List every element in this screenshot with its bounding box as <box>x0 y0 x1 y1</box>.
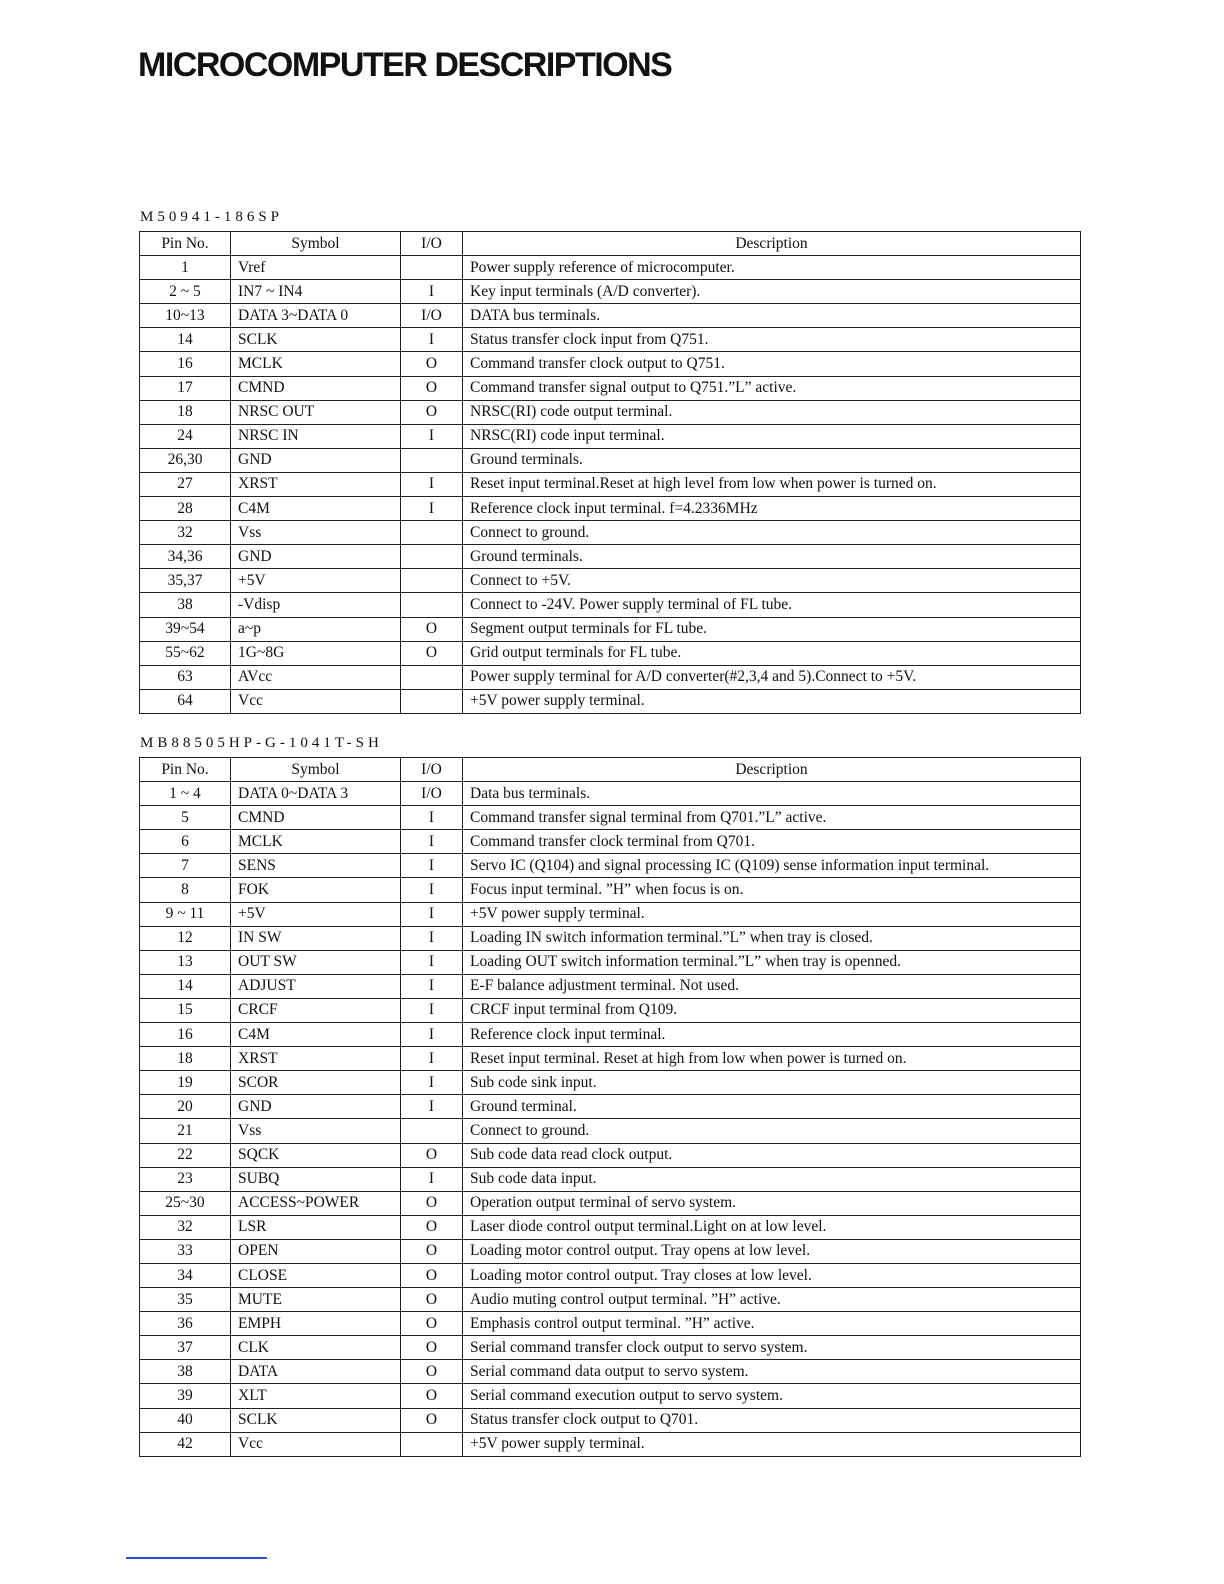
pin-symbol: SCLK <box>231 1408 401 1432</box>
pin-number: 36 <box>140 1312 231 1336</box>
pin-number: 12 <box>140 926 231 950</box>
pin-io: I/O <box>401 304 463 328</box>
pin-symbol: ADJUST <box>231 974 401 998</box>
pin-io <box>401 1119 463 1143</box>
pin-header: Pin No. <box>140 232 231 256</box>
pin-io: I <box>401 854 463 878</box>
pin-description: Sub code data input. <box>463 1167 1081 1191</box>
pin-description: Ground terminal. <box>463 1095 1081 1119</box>
table-row <box>140 400 1081 424</box>
table-row <box>140 1432 1081 1456</box>
table-row <box>140 1047 1081 1071</box>
pin-number: 28 <box>140 497 231 521</box>
pin-number: 55~62 <box>140 641 231 665</box>
pin-description: Laser diode control output terminal.Light on at low level. <box>463 1215 1081 1239</box>
table-row <box>140 689 1081 713</box>
pin-description: Command transfer clock output to Q751. <box>463 352 1081 376</box>
pin-io: I <box>401 878 463 902</box>
pin-description: Emphasis control output terminal. ”H” active. <box>463 1312 1081 1336</box>
pin-number: 20 <box>140 1095 231 1119</box>
pin-symbol: Vcc <box>231 1432 401 1456</box>
io-header: I/O <box>401 232 463 256</box>
pin-io: O <box>401 1288 463 1312</box>
table-row <box>140 617 1081 641</box>
pin-description: +5V power supply terminal. <box>463 689 1081 713</box>
pin-number: 10~13 <box>140 304 231 328</box>
table-row <box>140 1239 1081 1263</box>
io-header: I/O <box>401 758 463 782</box>
pin-number: 2 ~ 5 <box>140 280 231 304</box>
pin-symbol: AVcc <box>231 665 401 689</box>
pin-symbol: 1G~8G <box>231 641 401 665</box>
pin-number: 18 <box>140 400 231 424</box>
pin-number: 32 <box>140 521 231 545</box>
pin-io: I <box>401 1071 463 1095</box>
pin-number: 6 <box>140 830 231 854</box>
chip1-pin-rows <box>140 256 1081 714</box>
symbol-header: Symbol <box>231 758 401 782</box>
chip2-pin-rows <box>140 782 1081 1457</box>
pin-number: 26,30 <box>140 448 231 472</box>
pin-number: 38 <box>140 593 231 617</box>
pin-description: Ground terminals. <box>463 448 1081 472</box>
pin-number: 16 <box>140 1023 231 1047</box>
pin-io: I <box>401 950 463 974</box>
pin-number: 14 <box>140 974 231 998</box>
table-row <box>140 1360 1081 1384</box>
table-row <box>140 1215 1081 1239</box>
pin-io: I <box>401 1023 463 1047</box>
pin-symbol: DATA <box>231 1360 401 1384</box>
pin-io <box>401 665 463 689</box>
pin-io: I <box>401 806 463 830</box>
pin-symbol: OUT SW <box>231 950 401 974</box>
pin-io: I <box>401 472 463 496</box>
pin-symbol: IN SW <box>231 926 401 950</box>
pin-io: I <box>401 424 463 448</box>
pin-number: 38 <box>140 1360 231 1384</box>
pin-description: Command transfer signal output to Q751.”L” active. <box>463 376 1081 400</box>
pin-description: +5V power supply terminal. <box>463 902 1081 926</box>
pin-description: Operation output terminal of servo system. <box>463 1191 1081 1215</box>
pin-number: 35,37 <box>140 569 231 593</box>
pin-symbol: CLK <box>231 1336 401 1360</box>
pin-description: Loading IN switch information terminal.”L” when tray is closed. <box>463 926 1081 950</box>
table-row <box>140 1312 1081 1336</box>
pin-symbol: +5V <box>231 902 401 926</box>
pin-symbol: XRST <box>231 1047 401 1071</box>
pin-number: 35 <box>140 1288 231 1312</box>
pin-description: E-F balance adjustment terminal. Not used. <box>463 974 1081 998</box>
pin-description: NRSC(RI) code input terminal. <box>463 424 1081 448</box>
pin-number: 39 <box>140 1384 231 1408</box>
pin-description: Power supply reference of microcomputer. <box>463 256 1081 280</box>
pin-symbol: a~p <box>231 617 401 641</box>
pin-symbol: ACCESS~POWER <box>231 1191 401 1215</box>
table-header-row <box>140 232 1081 256</box>
pin-io <box>401 689 463 713</box>
pin-symbol: -Vdisp <box>231 593 401 617</box>
pin-symbol: FOK <box>231 878 401 902</box>
pin-io: I <box>401 497 463 521</box>
pin-io <box>401 448 463 472</box>
table-row <box>140 1023 1081 1047</box>
pin-io: O <box>401 617 463 641</box>
pin-number: 25~30 <box>140 1191 231 1215</box>
pin-symbol: NRSC OUT <box>231 400 401 424</box>
chip1-pin-table <box>139 231 1081 714</box>
pin-description: Connect to +5V. <box>463 569 1081 593</box>
table-row <box>140 497 1081 521</box>
pin-number: 37 <box>140 1336 231 1360</box>
table-row <box>140 1408 1081 1432</box>
pin-io: I <box>401 926 463 950</box>
pin-description: Reference clock input terminal. f=4.2336MHz <box>463 497 1081 521</box>
pin-symbol: SENS <box>231 854 401 878</box>
pin-io <box>401 256 463 280</box>
pin-number: 5 <box>140 806 231 830</box>
pin-number: 8 <box>140 878 231 902</box>
pin-io: I <box>401 974 463 998</box>
pin-symbol: DATA 0~DATA 3 <box>231 782 401 806</box>
table-row <box>140 1167 1081 1191</box>
pin-number: 34,36 <box>140 545 231 569</box>
pin-description: Serial command transfer clock output to servo system. <box>463 1336 1081 1360</box>
pin-description: Status transfer clock input from Q751. <box>463 328 1081 352</box>
table-row <box>140 1071 1081 1095</box>
pin-number: 39~54 <box>140 617 231 641</box>
pin-io <box>401 545 463 569</box>
symbol-header: Symbol <box>231 232 401 256</box>
pin-description: Sub code sink input. <box>463 1071 1081 1095</box>
table-row <box>140 782 1081 806</box>
pin-symbol: LSR <box>231 1215 401 1239</box>
pin-io: O <box>401 376 463 400</box>
pin-number: 22 <box>140 1143 231 1167</box>
pin-description: Serial command data output to servo system. <box>463 1360 1081 1384</box>
table-row <box>140 472 1081 496</box>
pin-description: Audio muting control output terminal. ”H” active. <box>463 1288 1081 1312</box>
pin-number: 23 <box>140 1167 231 1191</box>
pin-description: Reset input terminal. Reset at high from low when power is turned on. <box>463 1047 1081 1071</box>
table-row <box>140 593 1081 617</box>
pin-io: O <box>401 1384 463 1408</box>
chip2-part-number: MB88505HP-G-1041T-SH <box>140 735 383 751</box>
pin-io: I <box>401 830 463 854</box>
description-header: Description <box>463 232 1081 256</box>
description-header: Description <box>463 758 1081 782</box>
pin-description: Grid output terminals for FL tube. <box>463 641 1081 665</box>
pin-symbol: EMPH <box>231 1312 401 1336</box>
pin-description: Serial command execution output to servo system. <box>463 1384 1081 1408</box>
pin-io: I <box>401 998 463 1022</box>
pin-number: 1 <box>140 256 231 280</box>
table-row <box>140 854 1081 878</box>
pin-number: 40 <box>140 1408 231 1432</box>
pin-symbol: C4M <box>231 1023 401 1047</box>
pin-symbol: XRST <box>231 472 401 496</box>
pin-description: Ground terminals. <box>463 545 1081 569</box>
pin-io: O <box>401 1143 463 1167</box>
pin-io <box>401 593 463 617</box>
pin-symbol: CLOSE <box>231 1263 401 1287</box>
table-row <box>140 665 1081 689</box>
pin-symbol: CMND <box>231 806 401 830</box>
table-row <box>140 1288 1081 1312</box>
pin-io: O <box>401 1312 463 1336</box>
pin-symbol: SUBQ <box>231 1167 401 1191</box>
pin-description: Command transfer clock terminal from Q701. <box>463 830 1081 854</box>
pin-symbol: Vss <box>231 521 401 545</box>
table-row <box>140 806 1081 830</box>
pin-description: Focus input terminal. ”H” when focus is on. <box>463 878 1081 902</box>
pin-description: Reference clock input terminal. <box>463 1023 1081 1047</box>
pin-io: O <box>401 641 463 665</box>
table-row <box>140 1119 1081 1143</box>
pin-description: Loading OUT switch information terminal.”L” when tray is openned. <box>463 950 1081 974</box>
table-row <box>140 1336 1081 1360</box>
pin-description: DATA bus terminals. <box>463 304 1081 328</box>
pin-number: 32 <box>140 1215 231 1239</box>
pin-symbol: +5V <box>231 569 401 593</box>
pin-number: 18 <box>140 1047 231 1071</box>
pin-symbol: Vref <box>231 256 401 280</box>
table-row <box>140 256 1081 280</box>
chip1-part-number: M50941-186SP <box>140 209 284 225</box>
pin-description: Command transfer signal terminal from Q701.”L” active. <box>463 806 1081 830</box>
pin-description: Data bus terminals. <box>463 782 1081 806</box>
pin-description: Key input terminals (A/D converter). <box>463 280 1081 304</box>
pin-number: 42 <box>140 1432 231 1456</box>
table-row <box>140 448 1081 472</box>
pin-number: 16 <box>140 352 231 376</box>
table-row <box>140 641 1081 665</box>
table-row <box>140 878 1081 902</box>
pin-description: Loading motor control output. Tray closes at low level. <box>463 1263 1081 1287</box>
pin-number: 13 <box>140 950 231 974</box>
pin-io <box>401 521 463 545</box>
pin-symbol: SCLK <box>231 328 401 352</box>
pin-number: 1 ~ 4 <box>140 782 231 806</box>
pin-io: I <box>401 1095 463 1119</box>
pin-symbol: IN7 ~ IN4 <box>231 280 401 304</box>
table-row <box>140 1143 1081 1167</box>
pin-description: Power supply terminal for A/D converter(#2,3,4 and 5).Connect to +5V. <box>463 665 1081 689</box>
pin-description: Sub code data read clock output. <box>463 1143 1081 1167</box>
pin-number: 9 ~ 11 <box>140 902 231 926</box>
pin-symbol: OPEN <box>231 1239 401 1263</box>
pin-io: O <box>401 1360 463 1384</box>
table-row <box>140 1384 1081 1408</box>
pin-description: Status transfer clock output to Q701. <box>463 1408 1081 1432</box>
pin-symbol: CMND <box>231 376 401 400</box>
table-row <box>140 376 1081 400</box>
table-row <box>140 521 1081 545</box>
pin-io <box>401 569 463 593</box>
pin-symbol: SQCK <box>231 1143 401 1167</box>
table-row <box>140 569 1081 593</box>
pin-description: Connect to ground. <box>463 521 1081 545</box>
pin-description: Reset input terminal.Reset at high level from low when power is turned on. <box>463 472 1081 496</box>
pin-symbol: Vcc <box>231 689 401 713</box>
pin-symbol: MCLK <box>231 830 401 854</box>
pin-number: 63 <box>140 665 231 689</box>
pin-symbol: MCLK <box>231 352 401 376</box>
table-row <box>140 352 1081 376</box>
page-title: MICROCOMPUTER DESCRIPTIONS <box>138 46 672 84</box>
pin-symbol: XLT <box>231 1384 401 1408</box>
table-row <box>140 950 1081 974</box>
table-row <box>140 280 1081 304</box>
pin-symbol: MUTE <box>231 1288 401 1312</box>
table-row <box>140 974 1081 998</box>
table-row <box>140 830 1081 854</box>
pin-io: O <box>401 1191 463 1215</box>
footer-rule <box>126 1557 267 1559</box>
table-row <box>140 328 1081 352</box>
pin-io: O <box>401 1336 463 1360</box>
pin-number: 19 <box>140 1071 231 1095</box>
pin-symbol: DATA 3~DATA 0 <box>231 304 401 328</box>
pin-description: Connect to -24V. Power supply terminal of FL tube. <box>463 593 1081 617</box>
table-row <box>140 1095 1081 1119</box>
pin-io <box>401 1432 463 1456</box>
table-row <box>140 545 1081 569</box>
pin-io: O <box>401 1215 463 1239</box>
pin-symbol: C4M <box>231 497 401 521</box>
table-row <box>140 926 1081 950</box>
pin-symbol: CRCF <box>231 998 401 1022</box>
table-row <box>140 424 1081 448</box>
pin-io: I <box>401 902 463 926</box>
pin-symbol: GND <box>231 1095 401 1119</box>
pin-io: I <box>401 1167 463 1191</box>
pin-number: 14 <box>140 328 231 352</box>
pin-number: 7 <box>140 854 231 878</box>
pin-number: 33 <box>140 1239 231 1263</box>
pin-number: 15 <box>140 998 231 1022</box>
pin-number: 21 <box>140 1119 231 1143</box>
pin-io: O <box>401 1408 463 1432</box>
pin-io: I/O <box>401 782 463 806</box>
pin-header: Pin No. <box>140 758 231 782</box>
pin-description: +5V power supply terminal. <box>463 1432 1081 1456</box>
table-row <box>140 998 1081 1022</box>
pin-io: O <box>401 1263 463 1287</box>
pin-description: Segment output terminals for FL tube. <box>463 617 1081 641</box>
chip2-pin-table <box>139 757 1081 1457</box>
pin-description: Connect to ground. <box>463 1119 1081 1143</box>
pin-number: 24 <box>140 424 231 448</box>
pin-description: Loading motor control output. Tray opens at low level. <box>463 1239 1081 1263</box>
table-row <box>140 902 1081 926</box>
pin-description: Servo IC (Q104) and signal processing IC (Q109) sense information input terminal. <box>463 854 1081 878</box>
pin-io: I <box>401 280 463 304</box>
pin-number: 34 <box>140 1263 231 1287</box>
table-row <box>140 1263 1081 1287</box>
pin-io: O <box>401 352 463 376</box>
pin-io: I <box>401 1047 463 1071</box>
pin-symbol: GND <box>231 545 401 569</box>
table-header-row <box>140 758 1081 782</box>
pin-symbol: Vss <box>231 1119 401 1143</box>
pin-io: I <box>401 328 463 352</box>
pin-number: 17 <box>140 376 231 400</box>
pin-io: O <box>401 400 463 424</box>
table-row <box>140 1191 1081 1215</box>
pin-number: 64 <box>140 689 231 713</box>
pin-symbol: NRSC IN <box>231 424 401 448</box>
pin-symbol: GND <box>231 448 401 472</box>
pin-symbol: SCOR <box>231 1071 401 1095</box>
pin-description: CRCF input terminal from Q109. <box>463 998 1081 1022</box>
table-row <box>140 304 1081 328</box>
pin-io: O <box>401 1239 463 1263</box>
pin-number: 27 <box>140 472 231 496</box>
pin-description: NRSC(RI) code output terminal. <box>463 400 1081 424</box>
